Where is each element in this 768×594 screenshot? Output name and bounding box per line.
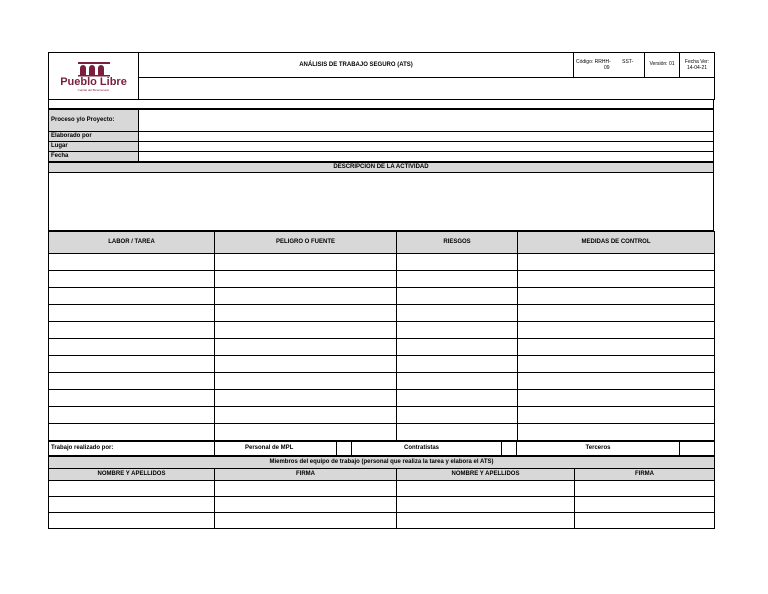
nombre-cell[interactable] bbox=[49, 512, 215, 528]
codigo-suffix: SST- bbox=[622, 58, 634, 65]
personal-checkbox[interactable] bbox=[337, 441, 352, 455]
peligro-cell[interactable] bbox=[215, 338, 397, 355]
col-nombre-2: NOMBRE Y APELLIDOS bbox=[397, 468, 575, 480]
logo-name: Pueblo Libre bbox=[60, 75, 127, 88]
task-row bbox=[49, 304, 715, 321]
medidas-cell[interactable] bbox=[518, 406, 715, 423]
labor-cell[interactable] bbox=[49, 253, 215, 270]
col-firma-1: FIRMA bbox=[215, 468, 397, 480]
miembros-table bbox=[48, 456, 715, 529]
proceso-label: Proceso y/o Proyecto: bbox=[49, 109, 139, 131]
labor-cell[interactable] bbox=[49, 287, 215, 304]
labor-cell[interactable] bbox=[49, 406, 215, 423]
riesgos-cell[interactable] bbox=[397, 287, 518, 304]
lugar-label: Lugar bbox=[49, 141, 139, 151]
task-row bbox=[49, 253, 715, 270]
nombre-cell[interactable] bbox=[397, 496, 575, 512]
realizado-label: Trabajo realizado por: bbox=[49, 441, 215, 455]
riesgos-cell[interactable] bbox=[397, 423, 518, 440]
nombre-cell[interactable] bbox=[397, 480, 575, 496]
description-area[interactable] bbox=[49, 172, 714, 230]
header-blank bbox=[139, 77, 715, 99]
task-rows bbox=[49, 253, 715, 440]
firma-cell[interactable] bbox=[215, 496, 397, 512]
medidas-cell[interactable] bbox=[518, 287, 715, 304]
task-row bbox=[49, 372, 715, 389]
building-icon bbox=[76, 61, 112, 77]
lugar-input[interactable] bbox=[139, 141, 714, 151]
elaborado-label: Elaborado por bbox=[49, 131, 139, 141]
labor-cell[interactable] bbox=[49, 389, 215, 406]
realizado-table bbox=[48, 441, 715, 456]
task-row bbox=[49, 423, 715, 440]
task-row bbox=[49, 270, 715, 287]
fecha-version bbox=[680, 53, 715, 78]
fecha-label: Fecha Ver: bbox=[684, 58, 710, 65]
labor-cell[interactable] bbox=[49, 372, 215, 389]
labor-cell[interactable] bbox=[49, 423, 215, 440]
logo bbox=[49, 53, 139, 100]
medidas-cell[interactable] bbox=[518, 321, 715, 338]
peligro-cell[interactable] bbox=[215, 321, 397, 338]
firma-cell[interactable] bbox=[215, 480, 397, 496]
codigo-label: Código: RRHH- bbox=[576, 58, 611, 65]
general-fields bbox=[48, 109, 714, 162]
firma-cell[interactable] bbox=[575, 512, 715, 528]
riesgos-cell[interactable] bbox=[397, 253, 518, 270]
elaborado-input[interactable] bbox=[139, 131, 714, 141]
labor-cell[interactable] bbox=[49, 304, 215, 321]
riesgos-cell[interactable] bbox=[397, 338, 518, 355]
peligro-cell[interactable] bbox=[215, 406, 397, 423]
riesgos-cell[interactable] bbox=[397, 389, 518, 406]
nombre-cell[interactable] bbox=[49, 496, 215, 512]
proceso-input[interactable] bbox=[139, 109, 714, 131]
col-riesgos: RIESGOS bbox=[397, 231, 518, 253]
riesgos-cell[interactable] bbox=[397, 304, 518, 321]
version: Versión: 01 bbox=[645, 53, 680, 78]
contratistas-label: Contratistas bbox=[352, 441, 502, 455]
personal-label: Personal de MPL bbox=[215, 441, 337, 455]
task-row bbox=[49, 287, 715, 304]
fecha-value: 14-04-21 bbox=[686, 64, 707, 71]
task-row bbox=[49, 389, 715, 406]
riesgos-cell[interactable] bbox=[397, 270, 518, 287]
header-table bbox=[48, 52, 715, 100]
medidas-cell[interactable] bbox=[518, 372, 715, 389]
task-row bbox=[49, 406, 715, 423]
ats-form bbox=[48, 52, 714, 529]
miembros-title: Miembros del equipo de trabajo (personal que realiza la tarea y elabora el ATS) bbox=[49, 456, 715, 468]
codigo-number: 09 bbox=[604, 64, 610, 71]
medidas-cell[interactable] bbox=[518, 253, 715, 270]
riesgos-cell[interactable] bbox=[397, 321, 518, 338]
task-row bbox=[49, 355, 715, 372]
nombre-cell[interactable] bbox=[49, 480, 215, 496]
firma-cell[interactable] bbox=[575, 496, 715, 512]
medidas-cell[interactable] bbox=[518, 389, 715, 406]
nombre-cell[interactable] bbox=[397, 512, 575, 528]
peligro-cell[interactable] bbox=[215, 253, 397, 270]
medidas-cell[interactable] bbox=[518, 270, 715, 287]
firma-cell[interactable] bbox=[575, 480, 715, 496]
medidas-cell[interactable] bbox=[518, 423, 715, 440]
task-row bbox=[49, 321, 715, 338]
peligro-cell[interactable] bbox=[215, 287, 397, 304]
col-firma-2: FIRMA bbox=[575, 468, 715, 480]
riesgos-cell[interactable] bbox=[397, 406, 518, 423]
col-labor: LABOR / TAREA bbox=[49, 231, 215, 253]
col-peligro: PELIGRO O FUENTE bbox=[215, 231, 397, 253]
labor-cell[interactable] bbox=[49, 270, 215, 287]
medidas-cell[interactable] bbox=[518, 355, 715, 372]
riesgos-cell[interactable] bbox=[397, 372, 518, 389]
terceros-checkbox[interactable] bbox=[680, 441, 715, 455]
riesgos-cell[interactable] bbox=[397, 355, 518, 372]
description-title: DESCRIPCIÓN DE LA ACTIVIDAD bbox=[49, 162, 714, 172]
task-row bbox=[49, 338, 715, 355]
spacer-row bbox=[49, 100, 714, 108]
peligro-cell[interactable] bbox=[215, 423, 397, 440]
medidas-cell[interactable] bbox=[518, 338, 715, 355]
contratistas-checkbox[interactable] bbox=[502, 441, 517, 455]
fecha-field-label: Fecha bbox=[49, 151, 139, 161]
peligro-cell[interactable] bbox=[215, 270, 397, 287]
peligro-cell[interactable] bbox=[215, 304, 397, 321]
terceros-label: Terceros bbox=[517, 441, 680, 455]
labor-cell[interactable] bbox=[49, 355, 215, 372]
codigo-cell bbox=[574, 53, 645, 78]
logo-tagline: Capital del Bicentenario bbox=[77, 87, 110, 92]
col-medidas: MEDIDAS DE CONTROL bbox=[518, 231, 715, 253]
peligro-cell[interactable] bbox=[215, 355, 397, 372]
fecha-input[interactable] bbox=[139, 151, 714, 161]
task-table bbox=[48, 231, 715, 441]
firma-cell[interactable] bbox=[215, 512, 397, 528]
form-title: ANÁLISIS DE TRABAJO SEGURO (ATS) bbox=[139, 53, 574, 78]
spacer-table bbox=[48, 100, 714, 109]
peligro-cell[interactable] bbox=[215, 372, 397, 389]
peligro-cell[interactable] bbox=[215, 389, 397, 406]
labor-cell[interactable] bbox=[49, 321, 215, 338]
description-table bbox=[48, 162, 714, 231]
labor-cell[interactable] bbox=[49, 338, 215, 355]
medidas-cell[interactable] bbox=[518, 304, 715, 321]
col-nombre-1: NOMBRE Y APELLIDOS bbox=[49, 468, 215, 480]
